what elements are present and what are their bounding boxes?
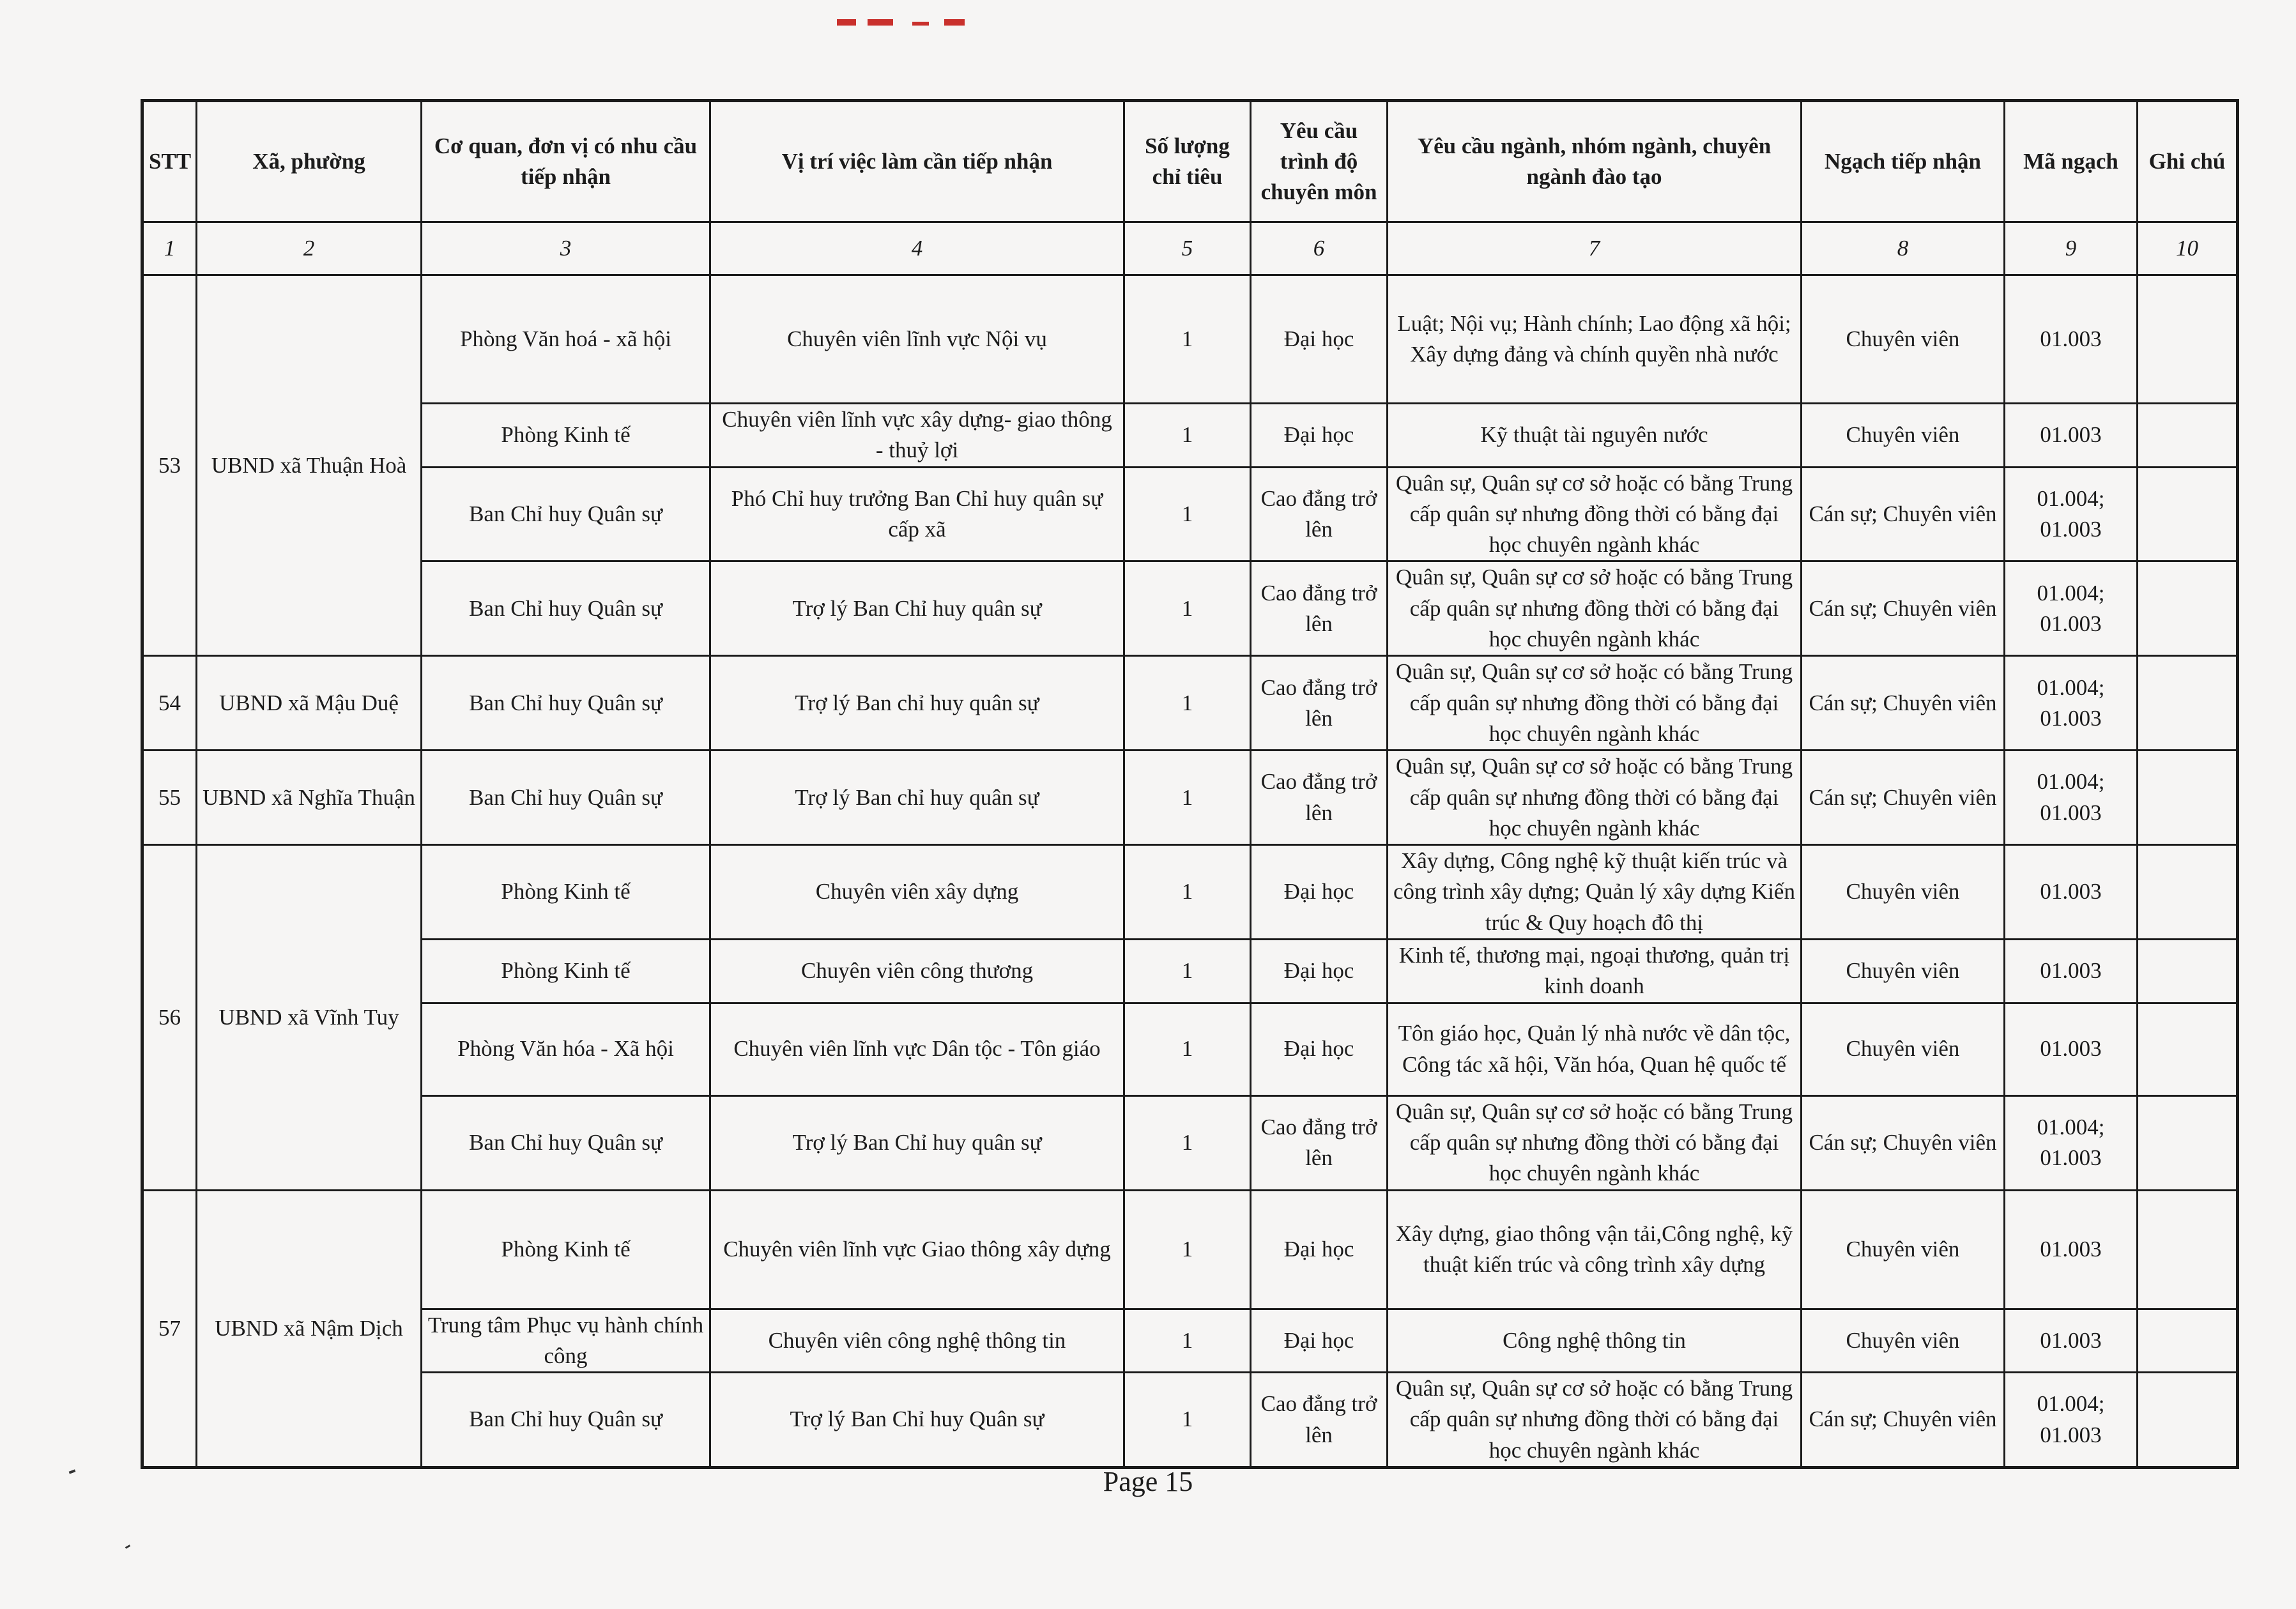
ghi-chu-cell [2138, 1095, 2238, 1190]
page-number: Page 15 [1103, 1466, 1193, 1497]
header-ma-ngach: Mã ngạch [2005, 101, 2138, 222]
ngach-cell: Chuyên viên [1802, 275, 2005, 404]
ma-ngach-cell: 01.003 [2005, 275, 2138, 404]
trinh-do-cell: Cao đẳng trở lên [1251, 1095, 1388, 1190]
co-quan-cell: Ban Chỉ huy Quân sự [422, 561, 710, 656]
co-quan-cell: Trung tâm Phục vụ hành chính công [422, 1309, 710, 1373]
so-luong-cell: 1 [1124, 561, 1251, 656]
vi-tri-cell: Chuyên viên công thương [710, 940, 1124, 1003]
ma-ngach-cell: 01.003 [2005, 404, 2138, 468]
trinh-do-cell: Đại học [1251, 1309, 1388, 1373]
vi-tri-cell: Chuyên viên xây dựng [710, 845, 1124, 940]
ghi-chu-cell [2138, 467, 2238, 561]
so-luong-cell: 1 [1124, 1003, 1251, 1095]
nganh-cell: Công nghệ thông tin [1388, 1309, 1802, 1373]
header-ngach: Ngạch tiếp nhận [1802, 101, 2005, 222]
vi-tri-cell: Trợ lý Ban Chỉ huy quân sự [710, 1095, 1124, 1190]
nganh-cell: Quân sự, Quân sự cơ sở hoặc có bằng Trung cấp quân sự nhưng đồng thời có bằng đại học chuyên ngành khác [1388, 656, 1802, 751]
column-number: 10 [2138, 222, 2238, 275]
ngach-cell: Chuyên viên [1802, 1309, 2005, 1373]
co-quan-cell: Phòng Kinh tế [422, 404, 710, 468]
so-luong-cell: 1 [1124, 1190, 1251, 1309]
xa-cell: UBND xã Vĩnh Tuy [197, 845, 422, 1190]
ma-ngach-cell: 01.003 [2005, 1309, 2138, 1373]
co-quan-cell: Phòng Kinh tế [422, 1190, 710, 1309]
stt-cell: 56 [142, 845, 197, 1190]
column-number: 6 [1251, 222, 1388, 275]
table-row [142, 656, 2238, 751]
column-number-row [142, 222, 2238, 275]
so-luong-cell: 1 [1124, 1373, 1251, 1468]
table-row [142, 940, 2238, 1003]
vi-tri-cell: Trợ lý Ban Chỉ huy quân sự [710, 561, 1124, 656]
so-luong-cell: 1 [1124, 940, 1251, 1003]
trinh-do-cell: Cao đẳng trở lên [1251, 1373, 1388, 1468]
header-xa-phuong: Xã, phường [197, 101, 422, 222]
trinh-do-cell: Đại học [1251, 275, 1388, 404]
vi-tri-cell: Chuyên viên lĩnh vực Dân tộc - Tôn giáo [710, 1003, 1124, 1095]
ma-ngach-cell: 01.004; 01.003 [2005, 751, 2138, 845]
vi-tri-cell: Chuyên viên công nghệ thông tin [710, 1309, 1124, 1373]
ngach-cell: Cán sự; Chuyên viên [1802, 467, 2005, 561]
stt-cell: 53 [142, 275, 197, 656]
co-quan-cell: Phòng Văn hóa - Xã hội [422, 1003, 710, 1095]
ghi-chu-cell [2138, 275, 2238, 404]
xa-cell: UBND xã Mậu Duệ [197, 656, 422, 751]
so-luong-cell: 1 [1124, 656, 1251, 751]
ngach-cell: Chuyên viên [1802, 940, 2005, 1003]
table-row [142, 404, 2238, 468]
header-ghi-chu: Ghi chú [2138, 101, 2238, 222]
header-vi-tri: Vị trí việc làm cần tiếp nhận [710, 101, 1124, 222]
table-row [142, 1309, 2238, 1373]
co-quan-cell: Ban Chỉ huy Quân sự [422, 1373, 710, 1468]
ma-ngach-cell: 01.004; 01.003 [2005, 467, 2138, 561]
column-number: 1 [142, 222, 197, 275]
column-number: 2 [197, 222, 422, 275]
trinh-do-cell: Đại học [1251, 845, 1388, 940]
header-stt: STT [142, 101, 197, 222]
stt-cell: 55 [142, 751, 197, 845]
column-number: 4 [710, 222, 1124, 275]
red-stamp-fragment [837, 14, 974, 31]
xa-cell: UBND xã Thuận Hoà [197, 275, 422, 656]
ngach-cell: Cán sự; Chuyên viên [1802, 751, 2005, 845]
so-luong-cell: 1 [1124, 1095, 1251, 1190]
nganh-cell: Luật; Nội vụ; Hành chính; Lao động xã hội; Xây dựng đảng và chính quyền nhà nước [1388, 275, 1802, 404]
nganh-cell: Xây dựng, giao thông vận tải,Công nghệ, kỹ thuật kiến trúc và công trình xây dựng [1388, 1190, 1802, 1309]
ngach-cell: Chuyên viên [1802, 1003, 2005, 1095]
nganh-cell: Quân sự, Quân sự cơ sở hoặc có bằng Trung cấp quân sự nhưng đồng thời có bằng đại học chuyên ngành khác [1388, 1373, 1802, 1468]
so-luong-cell: 1 [1124, 467, 1251, 561]
header-co-quan: Cơ quan, đơn vị có nhu cầu tiếp nhận [422, 101, 710, 222]
ma-ngach-cell: 01.003 [2005, 940, 2138, 1003]
vi-tri-cell: Chuyên viên lĩnh vực Giao thông xây dựng [710, 1190, 1124, 1309]
nganh-cell: Kinh tế, thương mại, ngoại thương, quản trị kinh doanh [1388, 940, 1802, 1003]
so-luong-cell: 1 [1124, 275, 1251, 404]
table-row [142, 467, 2238, 561]
nganh-cell: Tôn giáo học, Quản lý nhà nước về dân tộc, Công tác xã hội, Văn hóa, Quan hệ quốc tế [1388, 1003, 1802, 1095]
ngach-cell: Cán sự; Chuyên viên [1802, 561, 2005, 656]
ghi-chu-cell [2138, 1373, 2238, 1468]
ghi-chu-cell [2138, 656, 2238, 751]
ma-ngach-cell: 01.003 [2005, 845, 2138, 940]
ngach-cell: Chuyên viên [1802, 845, 2005, 940]
trinh-do-cell: Cao đẳng trở lên [1251, 656, 1388, 751]
recruitment-table [141, 99, 2239, 1469]
trinh-do-cell: Đại học [1251, 940, 1388, 1003]
ngach-cell: Cán sự; Chuyên viên [1802, 1373, 2005, 1468]
stt-cell: 57 [142, 1190, 197, 1467]
nganh-cell: Quân sự, Quân sự cơ sở hoặc có bằng Trung cấp quân sự nhưng đồng thời có bằng đại học chuyên ngành khác [1388, 751, 1802, 845]
header-nganh: Yêu cầu ngành, nhóm ngành, chuyên ngành đào tạo [1388, 101, 1802, 222]
so-luong-cell: 1 [1124, 404, 1251, 468]
co-quan-cell: Ban Chỉ huy Quân sự [422, 656, 710, 751]
ghi-chu-cell [2138, 1190, 2238, 1309]
co-quan-cell: Phòng Kinh tế [422, 845, 710, 940]
column-number: 9 [2005, 222, 2138, 275]
table-row [142, 275, 2238, 404]
nganh-cell: Quân sự, Quân sự cơ sở hoặc có bằng Trung cấp quân sự nhưng đồng thời có bằng đại học chuyên ngành khác [1388, 467, 1802, 561]
ghi-chu-cell [2138, 404, 2238, 468]
so-luong-cell: 1 [1124, 1309, 1251, 1373]
column-number: 3 [422, 222, 710, 275]
vi-tri-cell: Chuyên viên lĩnh vực xây dựng- giao thông - thuỷ lợi [710, 404, 1124, 468]
column-number: 8 [1802, 222, 2005, 275]
ghi-chu-cell [2138, 1003, 2238, 1095]
co-quan-cell: Ban Chỉ huy Quân sự [422, 467, 710, 561]
table-row [142, 751, 2238, 845]
ngach-cell: Chuyên viên [1802, 404, 2005, 468]
trinh-do-cell: Cao đẳng trở lên [1251, 561, 1388, 656]
table-row [142, 1095, 2238, 1190]
stt-cell: 54 [142, 656, 197, 751]
header-trinh-do: Yêu cầu trình độ chuyên môn [1251, 101, 1388, 222]
ngach-cell: Chuyên viên [1802, 1190, 2005, 1309]
table-row [142, 1373, 2238, 1468]
trinh-do-cell: Đại học [1251, 1190, 1388, 1309]
vi-tri-cell: Phó Chỉ huy trưởng Ban Chỉ huy quân sự cấp xã [710, 467, 1124, 561]
co-quan-cell: Ban Chỉ huy Quân sự [422, 1095, 710, 1190]
ma-ngach-cell: 01.003 [2005, 1003, 2138, 1095]
ngach-cell: Cán sự; Chuyên viên [1802, 656, 2005, 751]
so-luong-cell: 1 [1124, 845, 1251, 940]
table-row [142, 845, 2238, 940]
trinh-do-cell: Cao đẳng trở lên [1251, 751, 1388, 845]
ghi-chu-cell [2138, 845, 2238, 940]
column-number: 7 [1388, 222, 1802, 275]
nganh-cell: Xây dựng, Công nghệ kỹ thuật kiến trúc và công trình xây dựng; Quản lý xây dựng Kiến trúc & Quy hoạch đô thị [1388, 845, 1802, 940]
co-quan-cell: Ban Chỉ huy Quân sự [422, 751, 710, 845]
table-row [142, 1190, 2238, 1309]
nganh-cell: Quân sự, Quân sự cơ sở hoặc có bằng Trung cấp quân sự nhưng đồng thời có bằng đại học chuyên ngành khác [1388, 1095, 1802, 1190]
vi-tri-cell: Chuyên viên lĩnh vực Nội vụ [710, 275, 1124, 404]
nganh-cell: Kỹ thuật tài nguyên nước [1388, 404, 1802, 468]
table-row [142, 561, 2238, 656]
vi-tri-cell: Trợ lý Ban chỉ huy quân sự [710, 751, 1124, 845]
trinh-do-cell: Đại học [1251, 1003, 1388, 1095]
table-header-row [142, 101, 2238, 222]
xa-cell: UBND xã Nậm Dịch [197, 1190, 422, 1467]
nganh-cell: Quân sự, Quân sự cơ sở hoặc có bằng Trung cấp quân sự nhưng đồng thời có bằng đại học chuyên ngành khác [1388, 561, 1802, 656]
vi-tri-cell: Trợ lý Ban Chỉ huy Quân sự [710, 1373, 1124, 1468]
vi-tri-cell: Trợ lý Ban chỉ huy quân sự [710, 656, 1124, 751]
co-quan-cell: Phòng Kinh tế [422, 940, 710, 1003]
ma-ngach-cell: 01.004; 01.003 [2005, 1095, 2138, 1190]
column-number: 5 [1124, 222, 1251, 275]
trinh-do-cell: Đại học [1251, 404, 1388, 468]
xa-cell: UBND xã Nghĩa Thuận [197, 751, 422, 845]
ghi-chu-cell [2138, 561, 2238, 656]
header-so-luong: Số lượng chỉ tiêu [1124, 101, 1251, 222]
co-quan-cell: Phòng Văn hoá - xã hội [422, 275, 710, 404]
ma-ngach-cell: 01.004; 01.003 [2005, 1373, 2138, 1468]
ghi-chu-cell [2138, 751, 2238, 845]
ghi-chu-cell [2138, 940, 2238, 1003]
ma-ngach-cell: 01.004; 01.003 [2005, 656, 2138, 751]
table-row [142, 1003, 2238, 1095]
ma-ngach-cell: 01.004; 01.003 [2005, 561, 2138, 656]
trinh-do-cell: Cao đẳng trở lên [1251, 467, 1388, 561]
so-luong-cell: 1 [1124, 751, 1251, 845]
ghi-chu-cell [2138, 1309, 2238, 1373]
ngach-cell: Cán sự; Chuyên viên [1802, 1095, 2005, 1190]
ma-ngach-cell: 01.003 [2005, 1190, 2138, 1309]
